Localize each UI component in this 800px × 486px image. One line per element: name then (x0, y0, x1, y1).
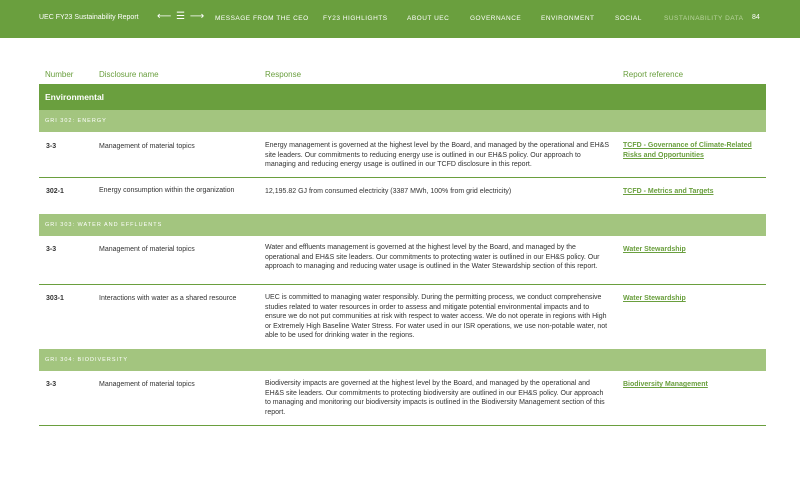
page-number: 84 (752, 14, 760, 21)
column-header-response: Response (265, 70, 302, 79)
row-disclosure-name: Energy consumption within the organization (99, 187, 235, 194)
row-response: Energy management is governed at the highest level by the Board, and managed by the operational and EH&S site leaders. Our commitments to reducing energy use is outlined in our EH&S policy. Our approach to managing and reducing energy usage is outlined in our TCFD disclosure in this report. (265, 142, 610, 168)
row-disclosure-name: Management of material topics (99, 381, 195, 388)
row-disclosure-name: Interactions with water as a shared resource (99, 295, 237, 302)
report-title[interactable]: UEC FY23 Sustainability Report (39, 14, 139, 21)
nav-sustainability-data[interactable]: SUSTAINABILITY DATA (664, 15, 744, 22)
row-response: Water and effluents management is governed at the highest level by the Board, and managed by the operational and EH&S site leaders. Our commitments to protecting water is outlined in our EH&S policy. Our approach to managing and reducing water usage is outlined in the Water Stewardship section of this report. (265, 244, 600, 270)
row-response: Biodiversity impacts are governed at the highest level by the Board, and managed by the operational and EH&S site leaders. Our commitments to protecting biodiversity are outlined in our EH&S policy. Our approach to managing and monitoring our biodiversity impacts is outlined in the Biodiversity Management section of this report. (265, 380, 605, 416)
row-report-reference-link[interactable]: TCFD - Metrics and Targets (623, 188, 714, 195)
section-header-environmental (39, 84, 766, 110)
row-number: 3-3 (46, 246, 57, 253)
nav-environment[interactable]: ENVIRONMENT (541, 15, 595, 22)
nav-governance[interactable]: GOVERNANCE (470, 15, 522, 22)
group-header-water-and-effluents (39, 214, 766, 236)
nav-message-from-ceo[interactable]: MESSAGE FROM THE CEO (215, 15, 309, 22)
row-report-reference-link[interactable]: Biodiversity Management (623, 381, 708, 388)
row-disclosure-name: Management of material topics (99, 246, 195, 253)
row-report-reference-link[interactable]: TCFD - Governance of Climate-Related Risks and Opportunities (623, 142, 752, 159)
column-header-disclosure-name: Disclosure name (99, 70, 159, 79)
group-header-biodiversity (39, 349, 766, 371)
row-disclosure-name: Management of material topics (99, 143, 195, 150)
row-report-reference-link[interactable]: Water Stewardship (623, 246, 686, 253)
row-divider (39, 284, 766, 285)
row-number: 302-1 (46, 188, 64, 195)
group-header-energy (39, 110, 766, 132)
top-nav-bar (0, 0, 800, 38)
nav-social[interactable]: SOCIAL (615, 15, 642, 22)
group-title: GRI 303: WATER AND EFFLUENTS (45, 222, 163, 228)
row-divider (39, 177, 766, 178)
group-title: GRI 302: ENERGY (45, 118, 107, 124)
row-response: 12,195.82 GJ from consumed electricity (3387 MWh, 100% from grid electricity) (265, 188, 512, 195)
row-divider (39, 425, 766, 426)
row-number: 303-1 (46, 295, 64, 302)
row-report-reference-link[interactable]: Water Stewardship (623, 295, 686, 302)
nav-about-uec[interactable]: ABOUT UEC (407, 15, 450, 22)
row-number: 3-3 (46, 381, 57, 388)
nav-fy23-highlights[interactable]: FY23 HIGHLIGHTS (323, 15, 388, 22)
nav-arrows-icon[interactable]: ⟵ ☰ ⟶ (157, 11, 206, 22)
row-number: 3-3 (46, 143, 57, 150)
column-header-report-reference: Report reference (623, 70, 684, 79)
column-header-number: Number (45, 70, 74, 79)
row-response: UEC is committed to managing water responsibly. During the permitting process, we conduct comprehensive studies related to water resources in order to assess and mitigate potential environmental impacts and to ensure we do not put communities at risk with respect to water access. We do not operate in regions with High or Extremely High Baseline Water Stress. For water used in our ISR operations, we use non-potable water, not able to be used for drinking water in the regions. (265, 294, 608, 339)
group-title: GRI 304: BIODIVERSITY (45, 357, 129, 363)
section-title: Environmental (45, 92, 105, 102)
